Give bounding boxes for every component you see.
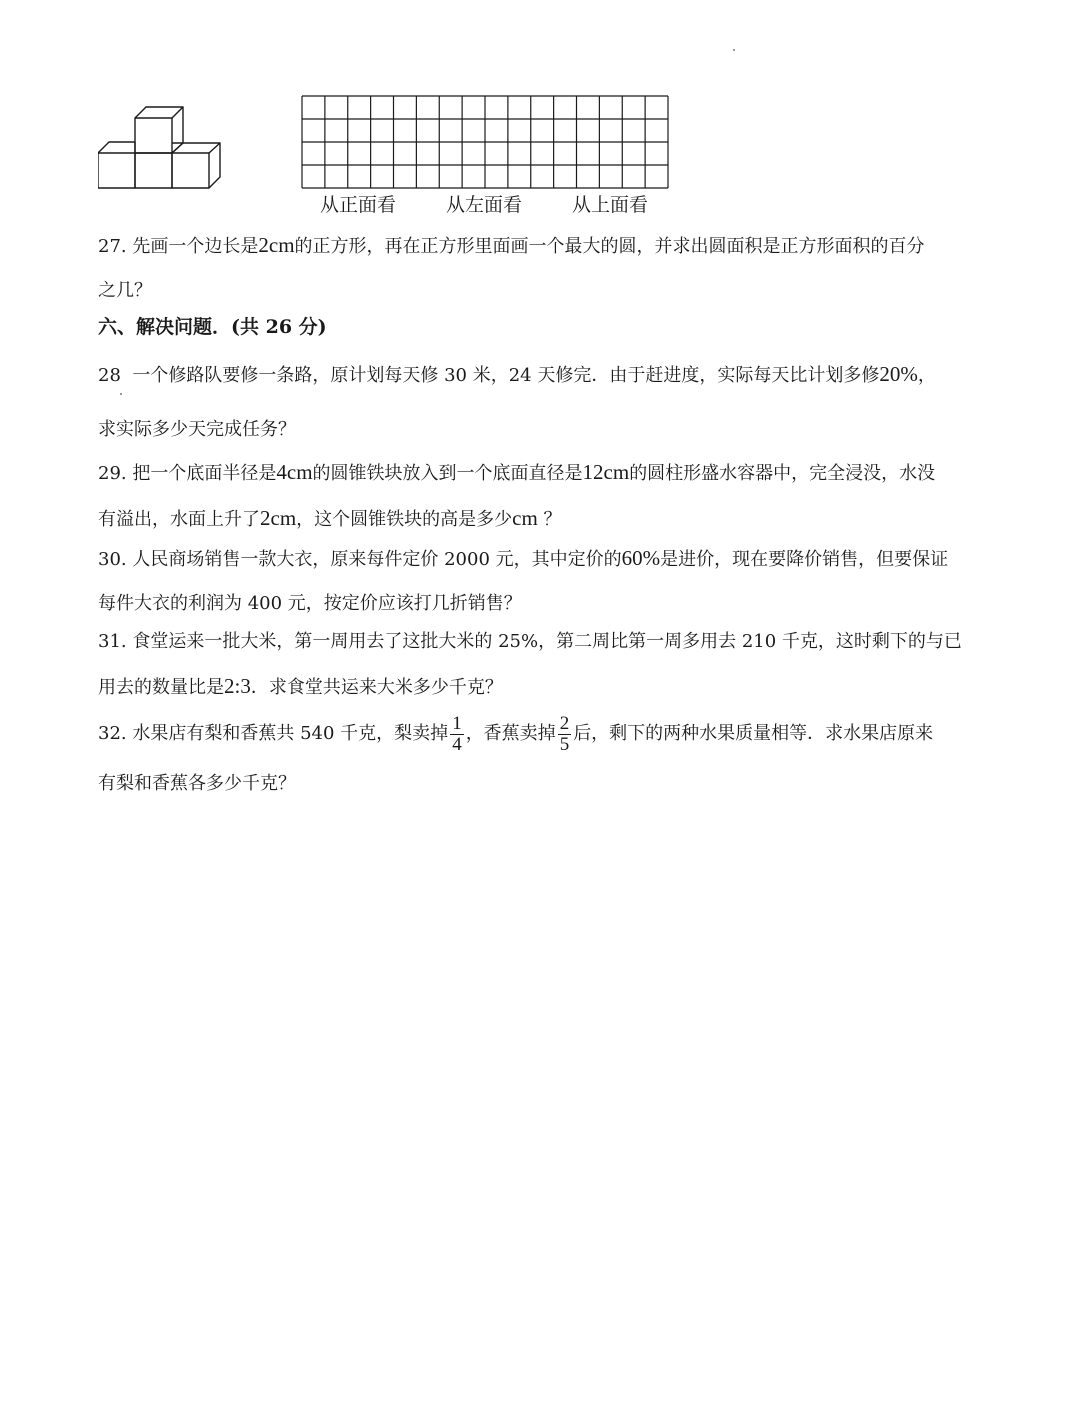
view-label-top: 从上面看 (572, 194, 649, 216)
question-text: 之几？ (98, 280, 152, 301)
question-text: ，香蕉卖掉 (465, 723, 556, 744)
question-text: 先画一个边长是 (132, 236, 259, 257)
question-number: 30. (98, 549, 127, 570)
fraction-numerator: 2 (559, 712, 570, 734)
radius-value: 4cm (276, 460, 313, 484)
scan-speck (733, 49, 735, 51)
question-text: 用去的数量比是 (98, 677, 224, 698)
rise-value: 2cm (260, 506, 297, 530)
view-label-left: 从左面看 (446, 194, 523, 216)
question-text: 的正方形，再在正方形里面画一个最大的圆，并求出圆面积是正方形面积的百分 (294, 236, 925, 257)
question-number: 31. (98, 631, 127, 652)
question-29 (98, 450, 988, 542)
question-text: 是进价，现在要降价销售，但要保证 (660, 549, 949, 570)
question-32-line2 (98, 762, 988, 806)
fraction-one-quarter (450, 714, 464, 755)
drawing-grid (301, 95, 669, 189)
question-text: ，这个圆锥铁块的高是多少 (296, 509, 513, 530)
question-text: ， (917, 365, 936, 386)
diameter-value: 12cm (582, 460, 630, 484)
question-text: 每件大衣的利润为 400 元，按定价应该打几折销售？ (98, 593, 522, 614)
scan-speck (120, 393, 122, 395)
question-text: 水果店有梨和香蕉共 540 千克，梨卖掉 (132, 723, 449, 744)
question-text: 求实际多少天完成任务？ (98, 419, 296, 440)
question-text: ？ (543, 509, 562, 530)
question-number: 32. (98, 723, 127, 744)
fraction-two-fifths (558, 714, 572, 755)
view-label-front: 从正面看 (320, 194, 397, 216)
question-number: 29. (98, 463, 127, 484)
side-length-value: 2cm (258, 233, 295, 257)
question-text: 后，剩下的两种水果质量相等．求水果店原来 (573, 723, 934, 744)
question-text: 食堂运来一批大米，第一周用去了这批大米的 25%，第二周比第一周多用去 210 千克，这时剩下的与已 (132, 631, 962, 652)
question-text: 的圆柱形盛水容器中，完全浸没，水没 (629, 463, 936, 484)
question-text: 人民商场销售一款大衣，原来每件定价 2000 元，其中定价的 (132, 549, 622, 570)
question-28-line2 (98, 408, 988, 452)
question-31 (98, 620, 988, 710)
fraction-denominator: 4 (452, 733, 462, 755)
question-number: 27. (98, 236, 127, 257)
question-text: 一个修路队要修一条路，原计划每天修 30 米，24 天修完．由于赶进度，实际每天比计划多修 (132, 365, 880, 386)
question-text: 有梨和香蕉各多少千克？ (98, 773, 296, 794)
question-text: ．求食堂共运来大米多少千克？ (250, 677, 503, 698)
question-text: 把一个底面半径是 (132, 463, 277, 484)
three-view-figure (98, 95, 998, 220)
question-text: 有溢出，水面上升了 (98, 509, 260, 530)
section-title: 六、解决问题．(共 26 分) (98, 316, 327, 338)
ratio-value: 2:3 (224, 674, 251, 698)
question-27 (98, 223, 988, 313)
question-28 (98, 352, 988, 398)
fraction-denominator: 5 (559, 733, 570, 755)
percent-value: 20% (879, 362, 918, 386)
question-number: 28 (98, 365, 121, 386)
question-text: 的圆锥铁块放入到一个底面直径是 (312, 463, 583, 484)
unit-cm: cm (512, 506, 538, 530)
question-30 (98, 536, 988, 626)
fraction-numerator: 1 (452, 712, 462, 734)
cube-stack-drawing (98, 103, 233, 193)
question-32 (98, 710, 988, 758)
percent-value: 60% (621, 546, 661, 570)
